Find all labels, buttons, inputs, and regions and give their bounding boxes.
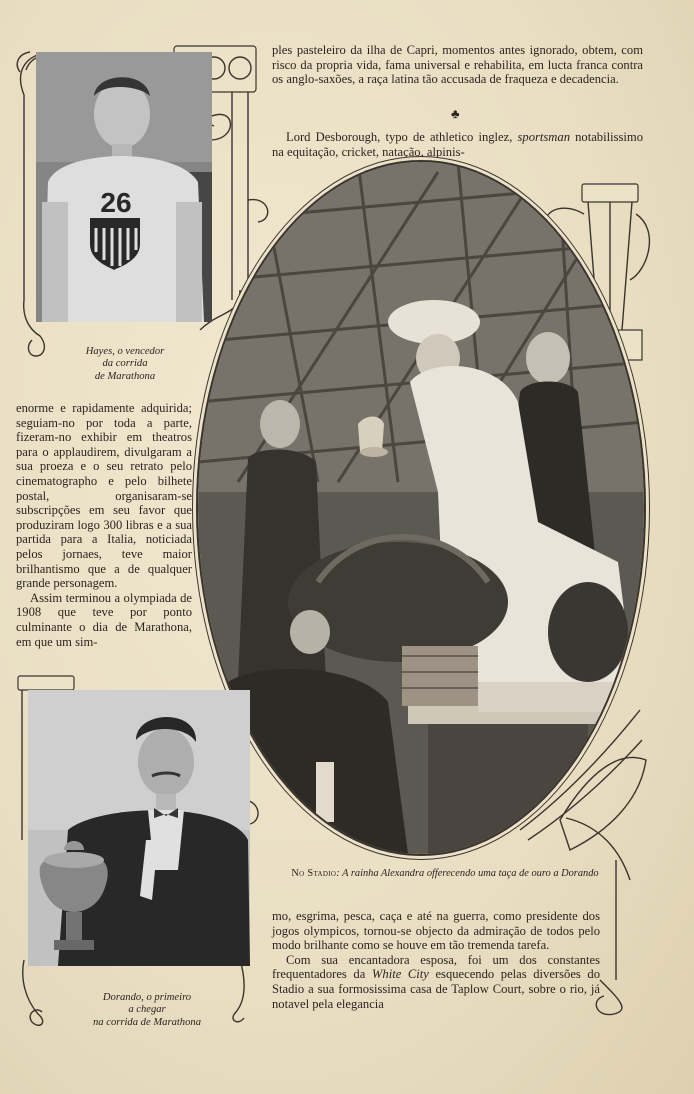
bottom-right-text [272,909,600,1011]
hayes-caption-line-3: de Marathona [94,370,156,382]
hayes-caption-line-1: Hayes, o vencedor [85,346,165,357]
left-paragraph-1: enorme e rapidamente adquirida; seguiam-no por toda a parte, fizeram-no exhibir em theatros para o applaudirem, divulgaram a sua proeza e o seu retrato pelo cinematographo e pelo bilhete postal, organisaram-se subscripções em seu favor que produziram logo 300 libras e a sua partida para a Italia, noticiada pelos jornaes, teve maior brilhantismo que a de qualquer grande personagem. [16,401,192,591]
bottom-paragraph-2b: esquecendo pelas diversões do Stadio a sua formosissima casa de Taplow Court, sobre o rio, já notavel pela elegancia [272,967,600,1011]
bottom-paragraph-2a: Com sua encantadora esposa, foi um dos constantes frequentadores da [272,952,600,982]
left-paragraph-2: Assim terminou a olympiada de 1908 que teve por ponto culminante o dia de Marathona, em que um sim- [16,590,192,649]
stadio-scene [198,162,644,854]
lord-desborough-paragraph [272,130,643,159]
dorando-figure [28,690,250,966]
dorando-caption-line-1: Dorando, o primeiro [102,992,192,1003]
stadio-caption-lead: No Stadio [291,868,337,879]
dorando-photo [28,690,250,966]
top-right-paragraph: ples pasteleiro da ilha de Capri, momentos antes ignorado, obtem, com risco da propria vida, fama universal e rehabilita, em lucta franca contra os anglo-saxões, a raça latina tão accusada de fraqueza e decadencia. [272,43,643,87]
lord-text-2: notabilissimo na equitação, cricket, natação, alpinis- [272,130,643,159]
dorando-caption-line-3: na corrida de Marathona [93,1016,201,1028]
hayes-bib-number: 26 [100,187,132,218]
stadio-caption [290,868,600,880]
club-ornament: ♣ [451,106,460,121]
hayes-figure [36,52,212,322]
lord-text: Lord Desborough, typo de athletico inglez, [286,130,518,144]
stadio-caption-text: : A rainha Alexandra offerecendo uma taça de ouro a Dorando [336,868,599,879]
bottom-paragraph-1: mo, esgrima, pesca, caça e até na guerra, como presidente dos jogos olympicos, tornou-se objecto da admiração de todos pelo modo brilhante como se houve em tão tremenda tarefa. [272,909,600,953]
hayes-caption-line-2: da corrida [102,358,148,370]
dorando-caption-line-2: a chegar [128,1004,166,1016]
queen-alexandra-photo [196,160,646,856]
hayes-caption [40,346,210,383]
hayes-photo [36,52,212,322]
lord-sportsman: sportsman [517,130,570,144]
dorando-caption [40,992,254,1029]
left-column-text [16,401,192,649]
white-city: White City [371,967,429,982]
